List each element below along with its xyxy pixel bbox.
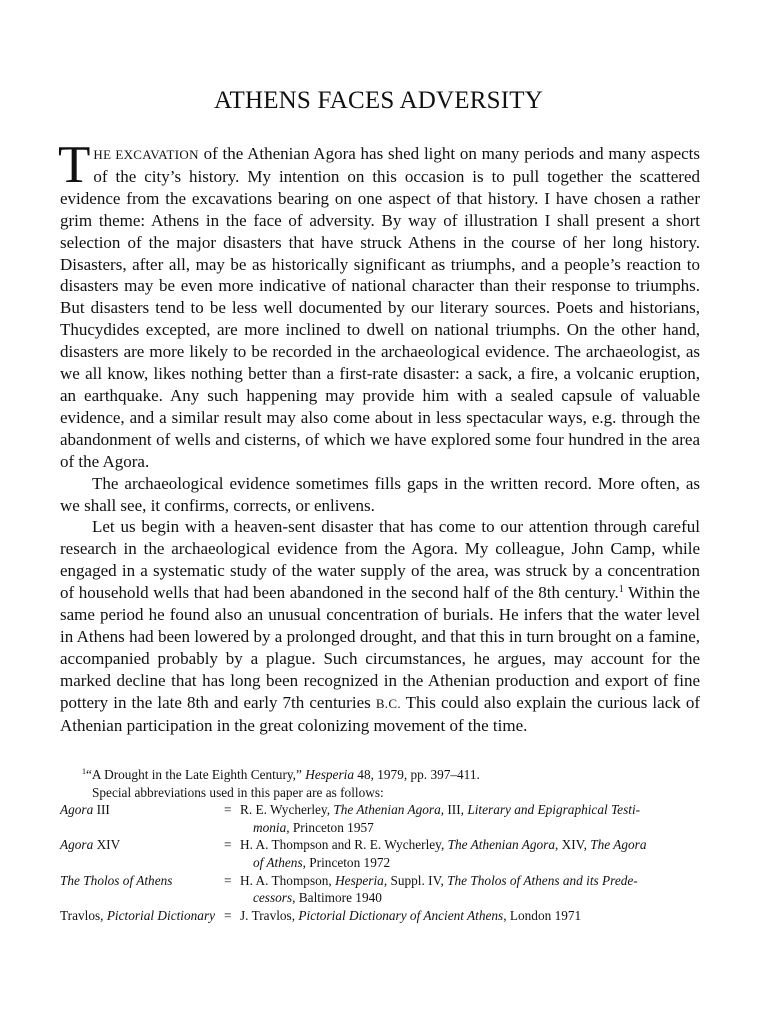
abbreviation-key: Agora XIV <box>60 837 121 853</box>
footnote-1-mark: 1 <box>82 767 86 776</box>
abbreviation-value: R. E. Wycherley, The Athenian Agora, III, Literary and Epigraphical Testi- monia, Princeton 1957 <box>240 802 641 835</box>
article-body <box>58 136 701 736</box>
opening-small-caps: HE EXCAVATION <box>93 147 199 162</box>
equals-sign: = <box>224 802 232 818</box>
paragraph-2: The archaeological evidence sometimes fills gaps in the written record. More often, as we shall see, it confirms, corrects, or enlivens. <box>60 473 700 515</box>
abbreviations-intro: Special abbreviations used in this paper are as follows: <box>92 784 384 800</box>
paragraph-3 <box>60 516 700 736</box>
footnote-1 <box>60 766 705 784</box>
abbreviation-value: H. A. Thompson, Hesperia, Suppl. IV, The Tholos of Athens and its Prede- cessors, Baltimore 1940 <box>240 872 638 906</box>
paragraph-1 <box>58 136 701 473</box>
abbreviation-value: H. A. Thompson and R. E. Wycherley, The Athenian Agora, XIV, The Agora of Athens, Princeton 1972 <box>240 837 647 870</box>
abbreviation-key: The Tholos of Athens <box>60 872 173 888</box>
abbreviation-value: J. Travlos, Pictorial Dictionary of Ancient Athens, London 1971 <box>240 907 582 923</box>
footnote-1-journal: Hesperia <box>305 767 354 782</box>
footnotes <box>60 766 705 924</box>
abbreviation-row <box>60 872 705 907</box>
paragraph-3-text-a: Let us begin with a heaven-sent disaster that has come to our attention through careful research in the archaeological evidence from the Agora. My colleague, John Camp, while engaged in a systematic study of the water supply of the area, was struck by a concentration of household wells that had been abandoned in the second half of the 8th century. <box>60 517 700 603</box>
footnote-1-quote: “A Drought in the Late Eighth Century,” <box>86 767 302 782</box>
abbreviation-key: Travlos, Pictorial Dictionary <box>60 907 216 923</box>
abbreviation-row <box>60 907 705 925</box>
equals-sign: = <box>224 872 232 888</box>
footnote-1-details: 48, 1979, pp. 397–411. <box>353 767 480 782</box>
abbreviation-row <box>60 836 705 871</box>
drop-cap: T <box>58 136 91 194</box>
abbreviations-table <box>60 801 705 924</box>
equals-sign: = <box>224 907 232 923</box>
paragraph-3-text-c: This could also explain the curious lack of Athenian participation in the great colonizing movement of the time. <box>60 692 700 735</box>
era-abbreviation: B.C. <box>375 695 401 711</box>
paragraph-3-text-b: Within the same period he found also an unusual concentration of burials. He infers that the water level in Athens had been lowered by a prolonged drought, and that this in turn brought on a famine, accompanied probably by a plague. Such circumstances, he argues, may account for the marked decline that has long been recognized in the Athenian production and export of fine pottery in the late 8th and early 7th centuries <box>60 583 700 712</box>
footnote-reference-1[interactable]: 1 <box>618 584 624 596</box>
article-title: ATHENS FACES ADVERSITY <box>214 87 543 114</box>
abbreviation-row <box>60 801 705 836</box>
equals-sign: = <box>224 837 232 853</box>
abbreviation-key: Agora III <box>60 802 110 818</box>
paragraph-1-text: of the Athenian Agora has shed light on many periods and many aspects of the city’s history. My intention on this occasion is to pull together the scattered evidence from the excavations bearing on one aspect of that history. I have chosen a rather grim theme: Athens in the face of adversity. By way of illustration I shall present a short selection of the major disasters that have struck Athens in the course of her long history. Disasters, after all, may be as historically significant as triumphs, and a people’s reaction to disasters may be even more indicative of national character than their response to triumphs. But disasters tend to be less well documented by our literary sources. Poets and historians, Thucydides excepted, are more inclined to dwell on national triumphs. On the other hand, disasters are more likely to be recorded in the archaeological evidence. The archaeologist, as we all know, likes nothing better than a first-rate disaster: a sack, a fire, a volcanic eruption, an earthquake. Any such happening may provide him with a sealed capsule of valuable evidence, and a similar result may also come about in less spectacular ways, e.g. through the abandonment of wells and cisterns, of which we have explored some four hundred in the area of the Agora. <box>60 144 701 471</box>
